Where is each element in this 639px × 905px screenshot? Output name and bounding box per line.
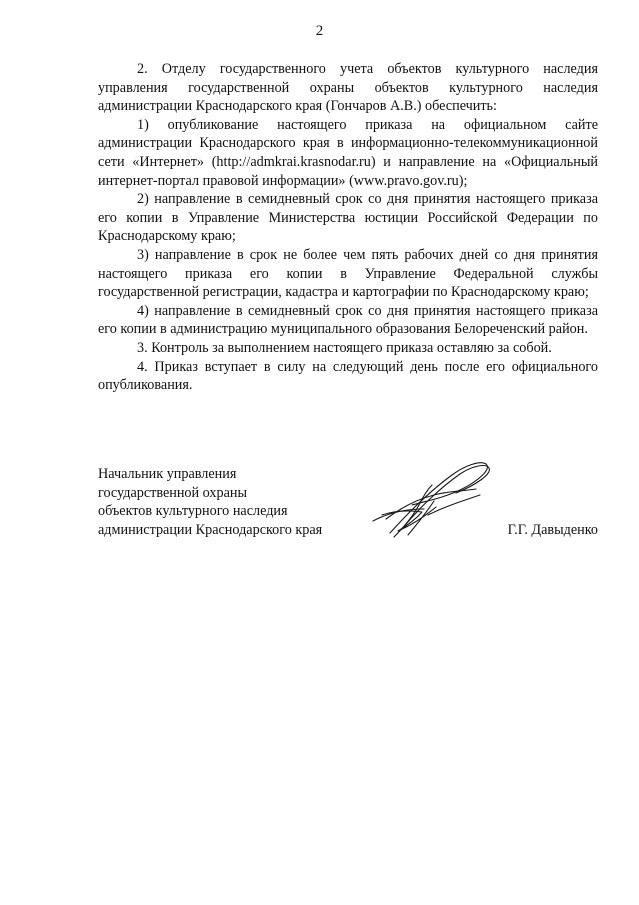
paragraph-subitem-4: 4) направление в семидневный срок со дня принятия настоящего приказа его копии в администрацию муниципального образования Белореченский район. [98,302,598,338]
page-number: 2 [315,23,324,39]
handwritten-signature [368,455,498,541]
signatory-name: Г.Г. Давыденко [507,521,598,538]
paragraph-subitem-3: 3) направление в срок не более чем пять рабочих дней со дня принятия настоящего приказа его копии в Управление Федеральной службы государственной регистрации, кадастра и картографии по Краснодарскому краю; [98,246,598,301]
signatory-title-line: государственной охраны [98,484,248,501]
signatory-title-line: администрации Краснодарского края [98,521,323,538]
signatory-title [98,465,358,539]
paragraph-subitem-2: 2) направление в семидневный срок со дня принятия настоящего приказа его копии в Управление Министерства юстиции Российской Федерации по Краснодарскому краю; [98,191,598,245]
document-body [98,60,598,395]
signature-block [98,465,598,555]
paragraph-item-2: 2. Отделу государственного учета объектов культурного наследия управления государственной охраны объектов культурного наследия администрации Краснодарского края (Гончаров А.В.) обеспечить: [98,61,598,115]
paragraph-item-3: 3. Контроль за выполнением настоящего приказа оставляю за собой. [137,339,552,356]
paragraph-subitem-1: 1) опубликование настоящего приказа на официальном сайте администрации Краснодарского края в информационно-телекоммуникационной сети «Интернет» (http://admkrai.krasnodar.ru) и направление на «Официальный интернет-портал правовой информации» (www.pravo.gov.ru); [98,116,598,189]
paragraph-item-4: 4. Приказ вступает в силу на следующий день после его официального опубликования. [98,358,598,394]
signatory-title-line: Начальник управления [98,466,237,482]
signatory-title-line: объектов культурного наследия [98,503,288,520]
